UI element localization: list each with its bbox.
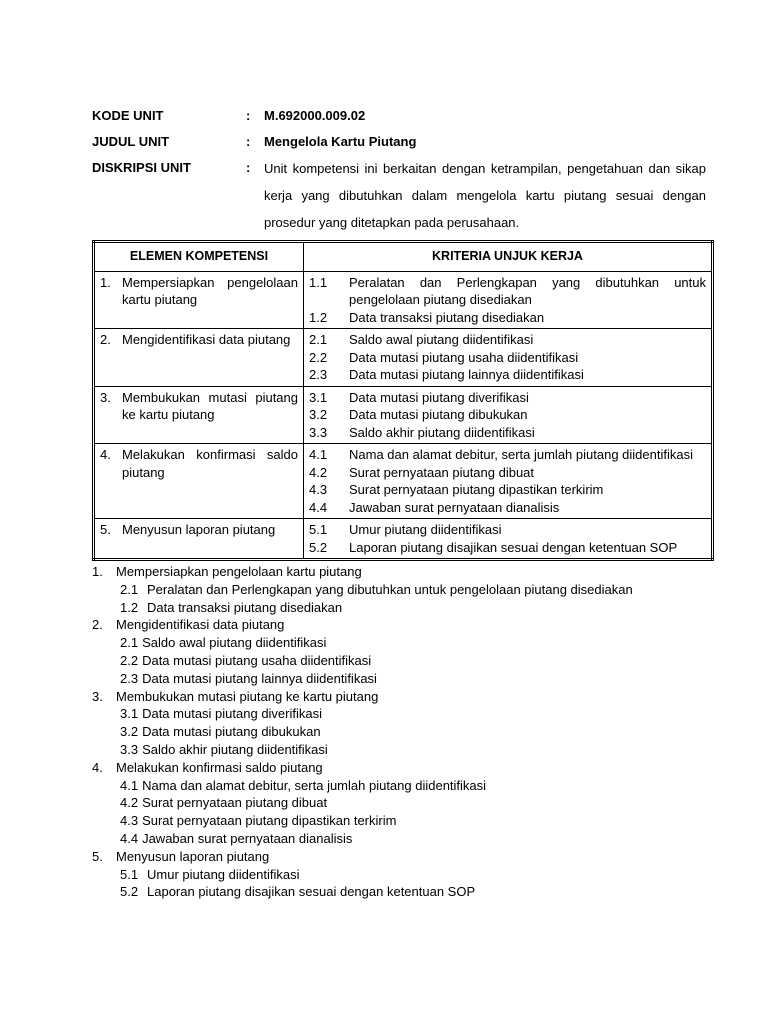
criteria-cell bbox=[304, 329, 713, 387]
criteria-text: Surat pernyataan piutang dibuat bbox=[349, 464, 535, 480]
kode-unit-label: KODE UNIT bbox=[92, 108, 164, 123]
competency-table bbox=[92, 240, 714, 561]
outline-text: Mengidentifikasi data piutang bbox=[116, 617, 285, 633]
outline-subitem-text: Peralatan dan Perlengkapan yang dibutuhkan untuk pengelolaan piutang disediakan bbox=[147, 581, 633, 597]
outline-text: Membukukan mutasi piutang ke kartu piutang bbox=[116, 688, 379, 704]
outline-subitem-number: 3.2 bbox=[120, 724, 139, 740]
outline-subitem-text: Surat pernyataan piutang dipastikan terkirim bbox=[142, 813, 397, 829]
kode-unit-row bbox=[92, 103, 716, 129]
element-text: Membukukan mutasi piutang ke kartu piutang bbox=[122, 389, 298, 422]
criteria-number: 4.3 bbox=[309, 482, 328, 497]
outline-subitem bbox=[92, 830, 716, 848]
element-text: Melakukan konfirmasi saldo piutang bbox=[122, 447, 298, 480]
outline-subitem-text: Laporan piutang disajikan sesuai dengan ketentuan SOP bbox=[147, 884, 476, 900]
outline-subitem-text: Data mutasi piutang diverifikasi bbox=[142, 706, 322, 722]
element-item bbox=[100, 274, 298, 309]
criteria-item bbox=[309, 499, 706, 517]
outline-number: 4. bbox=[92, 759, 103, 775]
outline-subitem-number: 2.1 bbox=[120, 635, 139, 651]
criteria-number: 1.1 bbox=[309, 274, 328, 290]
table-row bbox=[94, 329, 713, 387]
outline-subitem-number: 5.1 bbox=[120, 866, 139, 882]
judul-unit-value: Mengelola Kartu Piutang bbox=[264, 134, 417, 149]
criteria-item bbox=[309, 481, 706, 499]
outline-subitem-number: 2.3 bbox=[120, 670, 139, 686]
deskripsi-unit-row bbox=[92, 155, 716, 236]
outline-subitem bbox=[92, 634, 716, 652]
element-number: 1. bbox=[100, 274, 111, 290]
criteria-text: Nama dan alamat debitur, serta jumlah piutang diidentifikasi bbox=[349, 447, 693, 462]
criteria-item bbox=[309, 309, 706, 327]
criteria-number: 4.4 bbox=[309, 499, 328, 515]
outline-subitem-text: Jawaban surat pernyataan dianalisis bbox=[142, 830, 353, 846]
header-elemen-kompetensi: ELEMEN KOMPETENSI bbox=[94, 242, 304, 272]
outline-text: Melakukan konfirmasi saldo piutang bbox=[116, 759, 323, 775]
criteria-text: Jawaban surat pernyataan dianalisis bbox=[349, 499, 560, 515]
criteria-number: 2.1 bbox=[309, 332, 328, 347]
element-text: Mengidentifikasi data piutang bbox=[122, 332, 291, 347]
criteria-item bbox=[309, 274, 706, 309]
table-row bbox=[94, 271, 713, 329]
criteria-text: Data mutasi piutang usaha diidentifikasi bbox=[349, 349, 579, 365]
criteria-number: 3.1 bbox=[309, 389, 328, 405]
element-item bbox=[100, 389, 298, 424]
outline-subitem bbox=[92, 705, 716, 723]
criteria-text: Data mutasi piutang dibukukan bbox=[349, 407, 528, 422]
element-number: 3. bbox=[100, 389, 111, 405]
deskripsi-unit-value: Unit kompetensi ini berkaitan dengan ketrampilan, pengetahuan dan sikap kerja yang dibutuhkan dalam mengelola kartu piutang sesuai dengan prosedur yang ditetapkan pada perusahaan. bbox=[264, 161, 706, 230]
outline-subitem-number: 4.3 bbox=[120, 813, 139, 829]
outline-number: 2. bbox=[92, 617, 103, 633]
outline-subitem-number: 5.2 bbox=[120, 884, 139, 900]
outline-list bbox=[92, 563, 716, 901]
outline-text: Mempersiapkan pengelolaan kartu piutang bbox=[116, 564, 362, 579]
outline-subitem-text: Saldo akhir piutang diidentifikasi bbox=[142, 741, 328, 757]
element-number: 4. bbox=[100, 447, 111, 462]
colon: : bbox=[246, 134, 251, 149]
outline-item bbox=[92, 759, 716, 777]
outline-item bbox=[92, 848, 716, 866]
outline-number: 3. bbox=[92, 688, 103, 704]
outline-subitem bbox=[92, 741, 716, 759]
criteria-item bbox=[309, 446, 706, 464]
element-number: 2. bbox=[100, 332, 111, 347]
outline-subitem-number: 2.2 bbox=[120, 652, 139, 668]
element-item bbox=[100, 521, 298, 539]
element-item bbox=[100, 446, 298, 481]
outline-subitem-text: Nama dan alamat debitur, serta jumlah piutang diidentifikasi bbox=[142, 777, 487, 793]
outline-subitem bbox=[92, 866, 716, 884]
kode-unit-value: M.692000.009.02 bbox=[264, 108, 366, 123]
criteria-number: 2.3 bbox=[309, 367, 328, 382]
criteria-text: Data mutasi piutang diverifikasi bbox=[349, 389, 529, 405]
outline-subitem-text: Data transaksi piutang disediakan bbox=[147, 599, 343, 615]
outline-subitem-number: 2.1 bbox=[120, 581, 139, 597]
table-row bbox=[94, 386, 713, 444]
criteria-number: 5.1 bbox=[309, 522, 328, 537]
table-row bbox=[94, 444, 713, 519]
criteria-text: Saldo akhir piutang diidentifikasi bbox=[349, 424, 535, 440]
element-cell bbox=[94, 444, 304, 519]
table-body bbox=[94, 271, 713, 560]
criteria-number: 3.3 bbox=[309, 424, 328, 440]
outline-subitem bbox=[92, 599, 716, 617]
element-text: Mempersiapkan pengelolaan kartu piutang bbox=[122, 274, 298, 307]
element-cell bbox=[94, 386, 304, 444]
outline-subitem-text: Data mutasi piutang dibukukan bbox=[142, 724, 321, 740]
element-cell bbox=[94, 519, 304, 560]
outline-text: Menyusun laporan piutang bbox=[116, 848, 270, 864]
criteria-text: Surat pernyataan piutang dipastikan terkirim bbox=[349, 482, 604, 497]
outline-number: 1. bbox=[92, 564, 103, 579]
outline-item bbox=[92, 616, 716, 634]
outline-subitem-number: 1.2 bbox=[120, 599, 139, 615]
criteria-cell bbox=[304, 386, 713, 444]
criteria-item bbox=[309, 389, 706, 407]
criteria-item bbox=[309, 539, 706, 557]
criteria-text: Data mutasi piutang lainnya diidentifikasi bbox=[349, 367, 584, 382]
judul-unit-label: JUDUL UNIT bbox=[92, 134, 170, 149]
outline-subitem bbox=[92, 723, 716, 741]
header-kriteria-unjuk-kerja: KRITERIA UNJUK KERJA bbox=[304, 242, 713, 272]
criteria-number: 1.2 bbox=[309, 309, 328, 325]
criteria-item bbox=[309, 331, 706, 349]
outline-subitem bbox=[92, 812, 716, 830]
criteria-item bbox=[309, 464, 706, 482]
deskripsi-unit-label: DISKRIPSI UNIT bbox=[92, 160, 191, 175]
outline-subitem-text: Surat pernyataan piutang dibuat bbox=[142, 795, 328, 811]
criteria-text: Umur piutang diidentifikasi bbox=[349, 522, 502, 537]
outline-subitem-text: Data mutasi piutang usaha diidentifikasi bbox=[142, 652, 372, 668]
outline-subitem bbox=[92, 581, 716, 599]
outline-subitem-number: 4.1 bbox=[120, 777, 139, 793]
criteria-item bbox=[309, 366, 706, 384]
outline-subitem bbox=[92, 652, 716, 670]
criteria-number: 2.2 bbox=[309, 349, 328, 365]
criteria-text: Peralatan dan Perlengkapan yang dibutuhkan untuk pengelolaan piutang disediakan bbox=[349, 274, 706, 307]
judul-unit-row bbox=[92, 129, 716, 155]
element-item bbox=[100, 331, 298, 349]
criteria-item bbox=[309, 349, 706, 367]
colon: : bbox=[246, 160, 251, 175]
outline-subitem-number: 4.2 bbox=[120, 795, 139, 811]
criteria-item bbox=[309, 406, 706, 424]
element-text: Menyusun laporan piutang bbox=[122, 522, 276, 537]
outline-subitem-text: Umur piutang diidentifikasi bbox=[147, 866, 300, 882]
criteria-cell bbox=[304, 444, 713, 519]
criteria-cell bbox=[304, 519, 713, 560]
criteria-text: Saldo awal piutang diidentifikasi bbox=[349, 332, 534, 347]
outline-subitem-text: Saldo awal piutang diidentifikasi bbox=[142, 635, 327, 651]
outline-item bbox=[92, 688, 716, 706]
criteria-text: Data transaksi piutang disediakan bbox=[349, 309, 545, 325]
table-header-row bbox=[94, 242, 713, 272]
outline-subitem bbox=[92, 883, 716, 901]
criteria-number: 3.2 bbox=[309, 407, 328, 422]
outline-subitem-number: 4.4 bbox=[120, 830, 139, 846]
outline-subitem-number: 3.3 bbox=[120, 741, 139, 757]
table-row bbox=[94, 519, 713, 560]
element-number: 5. bbox=[100, 522, 111, 537]
criteria-number: 4.1 bbox=[309, 447, 328, 462]
outline-subitem bbox=[92, 670, 716, 688]
criteria-item bbox=[309, 424, 706, 442]
outline-item bbox=[92, 563, 716, 581]
element-cell bbox=[94, 329, 304, 387]
criteria-number: 5.2 bbox=[309, 539, 328, 555]
outline-subitem bbox=[92, 794, 716, 812]
criteria-cell bbox=[304, 271, 713, 329]
element-cell bbox=[94, 271, 304, 329]
criteria-text: Laporan piutang disajikan sesuai dengan ketentuan SOP bbox=[349, 539, 678, 555]
outline-subitem-text: Data mutasi piutang lainnya diidentifikasi bbox=[142, 670, 377, 686]
outline-number: 5. bbox=[92, 848, 103, 864]
document-page bbox=[92, 103, 716, 901]
criteria-item bbox=[309, 521, 706, 539]
outline-subitem bbox=[92, 777, 716, 795]
colon: : bbox=[246, 108, 251, 123]
outline-subitem-number: 3.1 bbox=[120, 706, 139, 722]
criteria-number: 4.2 bbox=[309, 464, 328, 480]
